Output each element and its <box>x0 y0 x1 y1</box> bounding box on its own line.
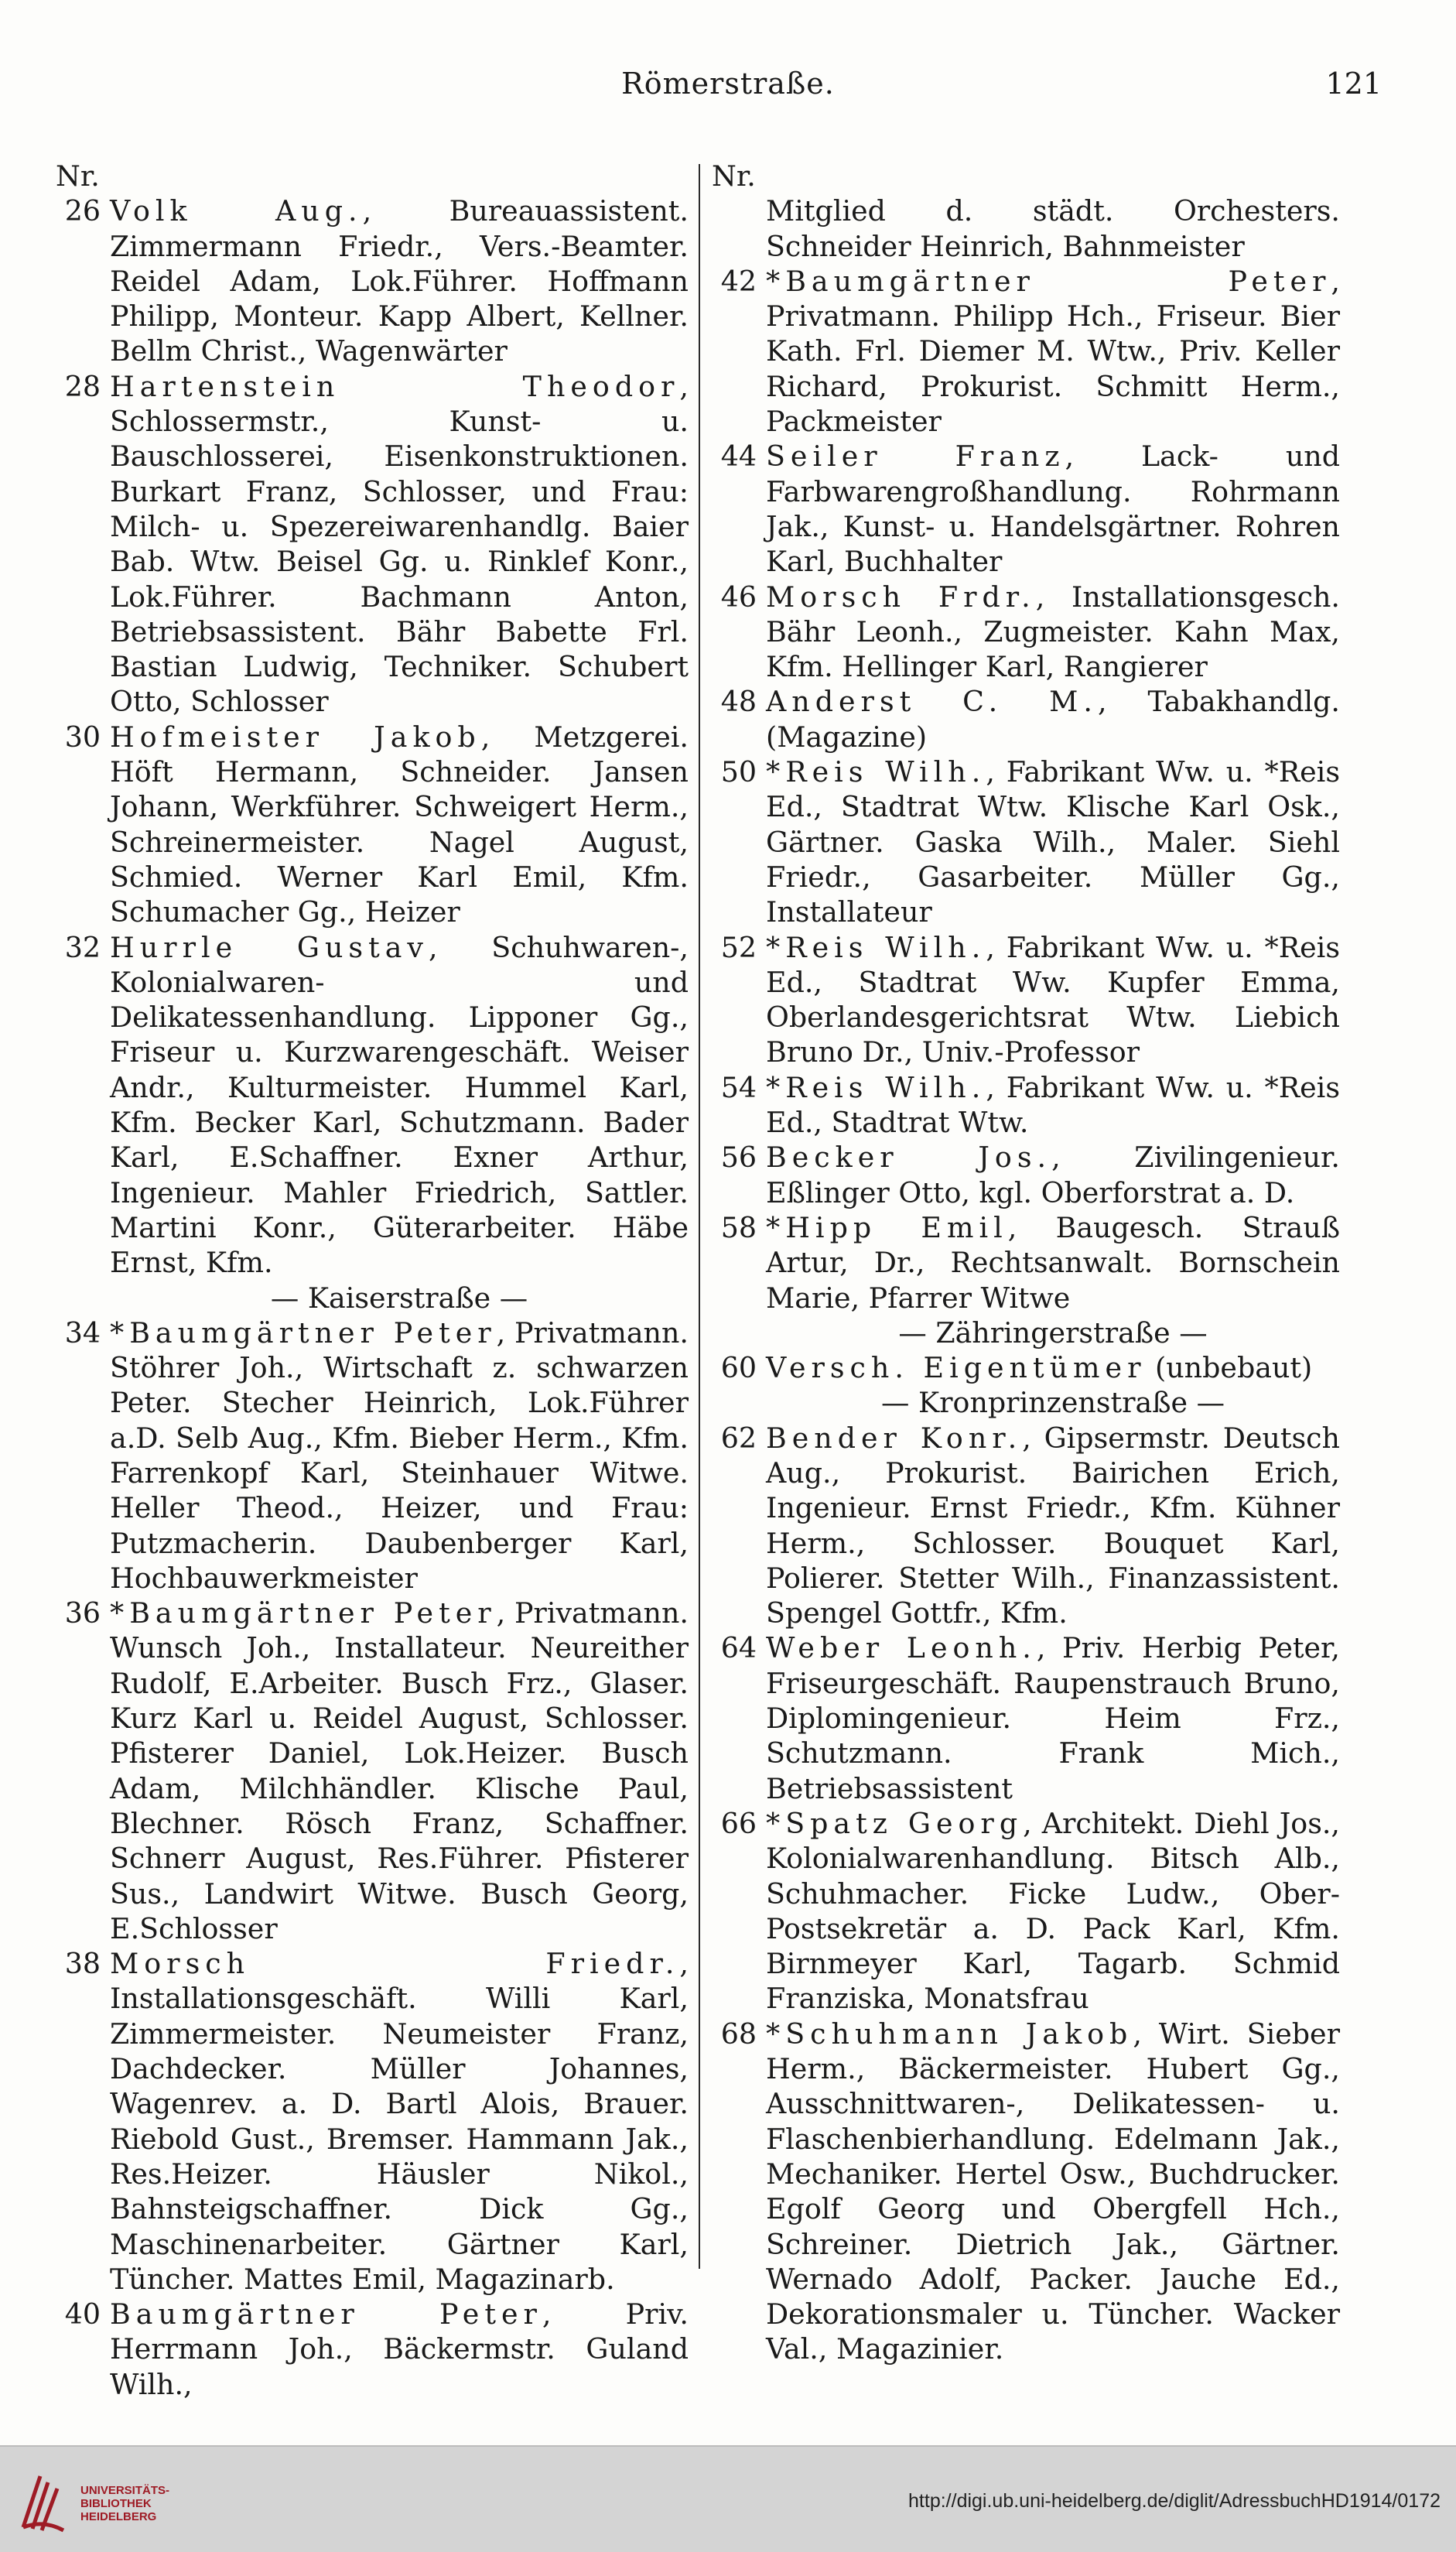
house-number: 52 <box>720 930 757 964</box>
library-line: HEIDELBERG <box>80 2510 157 2523</box>
house-number: 32 <box>64 930 101 964</box>
address-entry <box>712 754 1340 929</box>
column-heading: Nr. <box>712 159 756 193</box>
resident-list: (unbebaut) <box>1146 1351 1313 1385</box>
owner-name: Weber Leonh. <box>766 1631 1037 1665</box>
address-entry <box>712 1421 1340 1631</box>
owner-name: Baumgärtner Peter <box>110 2297 542 2331</box>
house-number: 26 <box>64 194 101 228</box>
resident-list: , Lack- und Farbwarengroßhandlung. Rohrmann Jak., Kunst- u. Handelsgärtner. Rohren Karl, Buchhalter <box>766 440 1340 579</box>
footer-bar <box>0 2445 1456 2552</box>
source-url-link[interactable]: http://digi.ub.uni-heidelberg.de/diglit/AdressbuchHD1914/0172 <box>908 2490 1441 2512</box>
address-entry <box>56 930 689 1281</box>
address-entry <box>56 720 689 930</box>
resident-list: , Privatmann. Philipp Hch., Friseur. Bier Kath. Frl. Diemer M. Wtw., Priv. Keller Richard, Prokurist. Schmitt Herm., Packmeister <box>766 264 1340 439</box>
right-blocks <box>712 264 1340 2367</box>
address-entry <box>712 2017 1340 2367</box>
house-number: 62 <box>720 1421 757 1455</box>
house-number: 46 <box>720 580 757 614</box>
column-heading: Nr. <box>56 159 100 193</box>
house-number: 56 <box>720 1141 757 1175</box>
resident-list: , Fabrikant Ww. u. *Reis Ed., Stadtrat Wtw. <box>766 1070 1340 1140</box>
page-number: 121 <box>1325 67 1382 101</box>
continuation-text: Mitglied d. städt. Orchesters. Schneider Heinrich, Bahnmeister <box>766 194 1340 263</box>
resident-list: , Priv. Herrmann Joh., Bäckermstr. Guland Wilh., <box>110 2297 689 2401</box>
owner-name: Becker Jos. <box>766 1141 1052 1175</box>
resident-list: , Privatmann. Wunsch Joh., Installateur. Neureither Rudolf, E.Arbeiter. Busch Frz., Glaser. Kurz Karl u. Reidel August, Schlosser. Pfisterer Daniel, Lok.Heizer. Busch Adam, Milchhändler. Klische Paul, Blechner. Rösch Franz, Schaffner. Schnerr August, Res.Führer. Pfisterer Sus., Landwirt Witwe. Busch Georg, E.Schlosser <box>110 1596 689 1945</box>
column-divider <box>699 164 700 2269</box>
address-entry <box>712 1630 1340 1805</box>
resident-list: , Fabrikant Ww. u. *Reis Ed., Stadtrat Ww. Kupfer Emma, Oberlandesgerichtsrat Wtw. Liebich Bruno Dr., Univ.-Professor <box>766 930 1340 1069</box>
house-number: 34 <box>64 1315 101 1350</box>
address-entry <box>712 1806 1340 2017</box>
house-number: 60 <box>720 1351 757 1385</box>
library-line: UNIVERSITÄTS- <box>80 2484 170 2497</box>
street-divider: — Kaiserstraße — <box>270 1281 528 1315</box>
left-column <box>56 159 689 2402</box>
owner-name: Morsch Friedr. <box>110 1947 680 1981</box>
owner-name: Seiler Franz <box>766 440 1065 474</box>
address-entry <box>712 684 1340 754</box>
house-number: 38 <box>64 1947 101 1981</box>
house-number: 48 <box>720 685 757 719</box>
house-number: 36 <box>64 1596 101 1630</box>
owner-name: Hofmeister Jakob <box>110 720 481 754</box>
address-entry <box>712 1350 1340 1385</box>
house-number: 58 <box>720 1210 757 1244</box>
resident-list: , Wirt. Sieber Herm., Bäckermeister. Hubert Gg., Ausschnittwaren-, Delikatessen- u. Flaschenbierhandlung. Edelmann Jak., Mechaniker. Hertel Osw., Buchdrucker. Egolf Georg und Obergfell Hch., Schreiner. Dietrich Jak., Gärtner. Wernado Adolf, Packer. Jauche Ed., Dekorationsmaler u. Tüncher. Wacker Val., Magazinier. <box>766 2017 1340 2366</box>
owner-name: Anderst C. M. <box>766 685 1098 719</box>
owner-name: *Schuhmann Jakob <box>766 2017 1133 2051</box>
street-divider: — Kronprinzenstraße — <box>881 1386 1225 1420</box>
resident-list: , Zivilingenieur. Eßlinger Otto, kgl. Oberforstrat a. D. <box>766 1141 1340 1209</box>
owner-name: *Spatz Georg <box>766 1806 1024 1840</box>
owner-name: *Reis Wilh. <box>766 1070 986 1104</box>
owner-name: *Baumgärtner Peter <box>110 1596 497 1630</box>
owner-name: Morsch Frdr. <box>766 580 1036 614</box>
library-line: BIBLIOTHEK <box>80 2497 152 2510</box>
owner-name: *Hipp Emil <box>766 1210 1008 1244</box>
house-number: 42 <box>720 264 757 298</box>
resident-list: , Architekt. Diehl Jos., Kolonialwarenhandlung. Bitsch Alb., Schuhmacher. Ficke Ludw., Ober-Postsekretär a. D. Pack Karl, Kfm. Birnmeyer Karl, Tagarb. Schmid Franziska, Monatsfrau <box>766 1806 1341 2016</box>
owner-name: Volk Aug. <box>110 194 363 228</box>
owner-name: Versch. Eigentümer <box>766 1351 1147 1385</box>
owner-name: *Baumgärtner Peter <box>110 1315 497 1350</box>
house-number: 28 <box>64 369 101 403</box>
address-entry <box>56 193 689 368</box>
address-entry <box>56 1315 689 1596</box>
house-number: 54 <box>720 1070 757 1104</box>
owner-name: *Baumgärtner Peter <box>766 264 1331 298</box>
resident-list: , Fabrikant Ww. u. *Reis Ed., Stadtrat Wtw. Klische Karl Osk., Gärtner. Gaska Wilh., Maler. Siehl Friedr., Gasarbeiter. Müller Gg., Installateur <box>766 755 1340 929</box>
address-entry <box>56 2297 689 2402</box>
resident-list: , Installationsgesch. Bähr Leonh., Zugmeister. Kahn Max, Kfm. Hellinger Karl, Rangierer <box>766 580 1340 684</box>
address-entry <box>712 580 1340 685</box>
resident-list: , Gipsermstr. Deutsch Aug., Prokurist. Bairichen Erich, Ingenieur. Ernst Friedr., Kfm. Kühner Herm., Schlosser. Bouquet Karl, Polierer. Stetter Wilh., Finanzassistent. Spengel Gottfr., Kfm. <box>766 1421 1340 1630</box>
house-number: 50 <box>720 755 757 789</box>
owner-name: *Reis Wilh. <box>766 755 986 789</box>
house-number: 40 <box>64 2297 101 2331</box>
street-divider: — Zähringerstraße — <box>898 1315 1208 1350</box>
right-column <box>712 159 1340 2367</box>
resident-list: , Priv. Herbig Peter, Friseurgeschäft. Raupenstrauch Bruno, Diplomingenieur. Heim Frz., Schutzmann. Frank Mich., Betriebsassistent <box>766 1631 1340 1805</box>
page-title: Römerstraße. <box>621 67 835 101</box>
resident-list: , Schlossermstr., Kunst- u. Bauschlosserei, Eisenkonstruktionen. Burkart Franz, Schlosser, und Frau: Milch- u. Spezereiwarenhandlg. Baier Bab. Wtw. Beisel Gg. u. Rinklef Konr., Lok.Führer. Bachmann Anton, Betriebsassistent. Bähr Babette Frl. Bastian Ludwig, Techniker. Schubert Otto, Schlosser <box>110 369 689 719</box>
address-entry <box>712 1070 1340 1141</box>
house-number: 64 <box>720 1631 757 1665</box>
address-entry <box>712 439 1340 579</box>
resident-list: , Schuhwaren-, Kolonialwaren- und Delikatessenhandlung. Lipponer Gg., Friseur u. Kurzwarengeschäft. Weiser Andr., Kulturmeister. Hummel Karl, Kfm. Becker Karl, Schutzmann. Bader Karl, E.Schaffner. Exner Arthur, Ingenieur. Mahler Friedrich, Sattler. Martini Konr., Güterarbeiter. Häbe Ernst, Kfm. <box>110 930 689 1280</box>
resident-list: , Installationsgeschäft. Willi Karl, Zimmermeister. Neumeister Franz, Dachdecker. Müller Johannes, Wagenrev. a. D. Bartl Alois, Brauer. Riebold Gust., Bremser. Hammann Jak., Res.Heizer. Häusler Nikol., Bahnsteigschaffner. Dick Gg., Maschinenarbeiter. Gärtner Karl, Tüncher. Mattes Emil, Magazinarb. <box>110 1947 689 2296</box>
owner-name: Hartenstein Theodor <box>110 369 680 403</box>
library-name <box>80 2484 169 2523</box>
address-entry <box>712 1210 1340 1315</box>
owner-name: Bender Konr. <box>766 1421 1023 1455</box>
address-entry <box>712 264 1340 439</box>
address-entry <box>56 1596 689 1946</box>
university-logo-icon <box>17 2465 71 2535</box>
house-number: 68 <box>720 2017 757 2051</box>
resident-list: , Privatmann. Stöhrer Joh., Wirtschaft z. schwarzen Peter. Stecher Heinrich, Lok.Führer a.D. Selb Aug., Kfm. Bieber Herm., Kfm. Farrenkopf Karl, Steinhauer Witwe. Heller Theod., Heizer, und Frau: Putzmacherin. Daubenberger Karl, Hochbauwerkmeister <box>110 1315 689 1595</box>
house-number: 44 <box>720 440 757 474</box>
owner-name: *Reis Wilh. <box>766 930 986 964</box>
house-number: 66 <box>720 1806 757 1840</box>
house-number: 30 <box>64 720 101 754</box>
address-entry <box>56 369 689 720</box>
owner-name: Hurrle Gustav <box>110 930 429 964</box>
address-entry <box>712 1140 1340 1210</box>
resident-list: , Metzgerei. Höft Hermann, Schneider. Jansen Johann, Werkführer. Schweigert Herm., Schreinermeister. Nagel August, Schmied. Werner Karl Emil, Kfm. Schumacher Gg., Heizer <box>110 720 689 929</box>
address-entry <box>712 930 1340 1070</box>
resident-list: , Bureauassistent. Zimmermann Friedr., Vers.-Beamter. Reidel Adam, Lok.Führer. Hoffmann Philipp, Monteur. Kapp Albert, Kellner. Bellm Christ., Wagenwärter <box>110 194 689 368</box>
address-entry <box>56 1946 689 2297</box>
left-blocks <box>56 193 689 2402</box>
resident-list: , Baugesch. Strauß Artur, Dr., Rechtsanwalt. Bornschein Marie, Pfarrer Witwe <box>766 1210 1340 1315</box>
resident-list: , Tabakhandlg. (Magazine) <box>766 685 1340 754</box>
